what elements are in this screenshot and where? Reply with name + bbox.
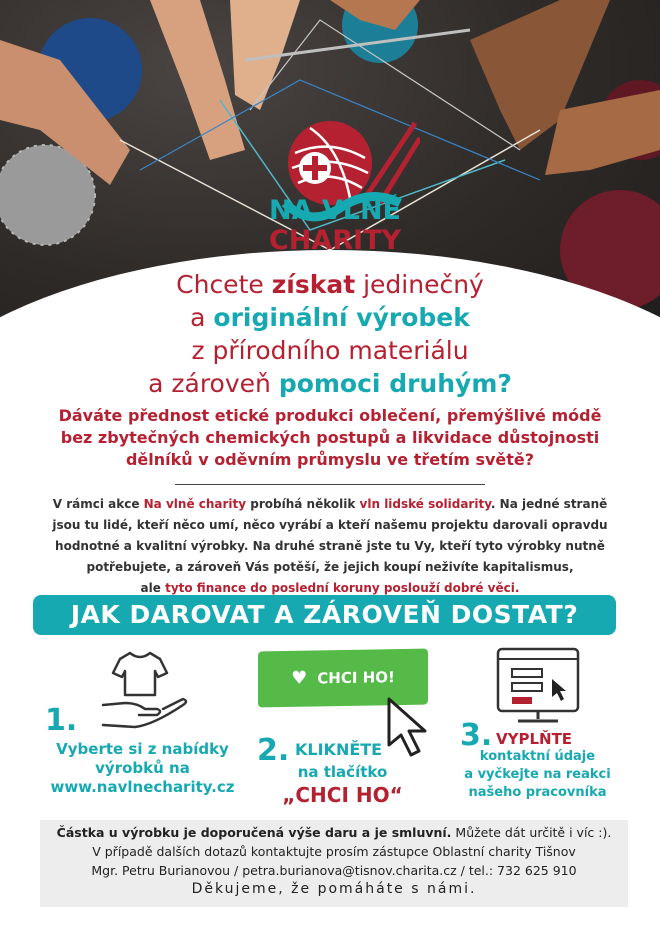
step-1-text: Vyberte si z nabídky výrobků na www.navlnecharity.cz <box>50 740 235 796</box>
step-3-title: VYPLŇTE <box>496 730 573 748</box>
footer-contact-details: Mgr. Petru Burianovou / petra.burianova@tisnov.charita.cz / tel.: 732 625 910 <box>91 863 577 878</box>
chci-ho-button-label: CHCI HO! <box>317 668 395 688</box>
step-2-title: KLIKNĚTE <box>295 740 383 759</box>
logo-text-na-vlne: NA VLNĚ <box>268 195 402 226</box>
step-3-text: kontaktní údaje a vyčkejte na reakci našeho pracovníka <box>464 749 611 800</box>
footer-box <box>40 820 628 907</box>
heart-icon: ♥ <box>291 667 308 689</box>
step-2-number: 2. <box>257 733 290 768</box>
step-2-button-name: „CHCI HO“ <box>282 783 403 807</box>
headline-line-1: Chcete získat jedinečný <box>176 270 484 299</box>
how-to-banner: JAK DAROVAT A ZÁROVEŇ DOSTAT? <box>33 595 616 635</box>
headline-line-3: z přírodního materiálu <box>191 336 469 365</box>
mouse-cursor-icon <box>385 695 440 760</box>
headline-line-2: a originální výrobek <box>190 303 470 332</box>
headline <box>0 268 660 400</box>
footer-contact-note: V případě dalších dotazů kontaktujte prosím zástupce Oblastní charity Tišnov <box>92 844 576 859</box>
logo-wordmark <box>255 196 415 256</box>
ethical-fashion-question: Dáváte přednost etické produkci oblečení, přemýšlivé módě bez zbytečných chemických postupů a likvidace důstojnosti dělníků v oděvním průmyslu ve třetím světě? <box>58 406 602 469</box>
hand-with-shirt-icon <box>95 645 195 730</box>
campaign-description: V rámci akce Na vlně charity probíhá několik vln lidské solidarity. Na jedné straně jsou tu lidé, kteří něco umí, něco vyrábí a kteří našemu projektu darovali opravdu hodnotné a kvalitní výrobky. Na druhé straně jste tu Vy, kteří tyto výrobky nutně potřebujete, a zároveň Vás potěší, že jejich koupí neživíte kapitalismus, ale tyto finance do poslední koruny poslouží dobré věci. <box>52 497 608 595</box>
headline-line-4: a zároveň pomoci druhým? <box>148 369 512 398</box>
computer-form-icon <box>490 645 585 730</box>
footer-donation-note: Částka u výrobku je doporučená výše daru a je smluvní. Můžete dát určitě i víc :). <box>56 825 612 840</box>
logo-text-charity: CHARITY <box>268 225 402 256</box>
divider <box>175 484 485 485</box>
step-3-number: 3. <box>460 718 493 753</box>
step-1-number: 1. <box>45 703 78 738</box>
footer-thanks: Děkujeme, že pomáháte s námi. <box>191 881 477 897</box>
step-2-text: na tlačítko <box>297 763 388 781</box>
